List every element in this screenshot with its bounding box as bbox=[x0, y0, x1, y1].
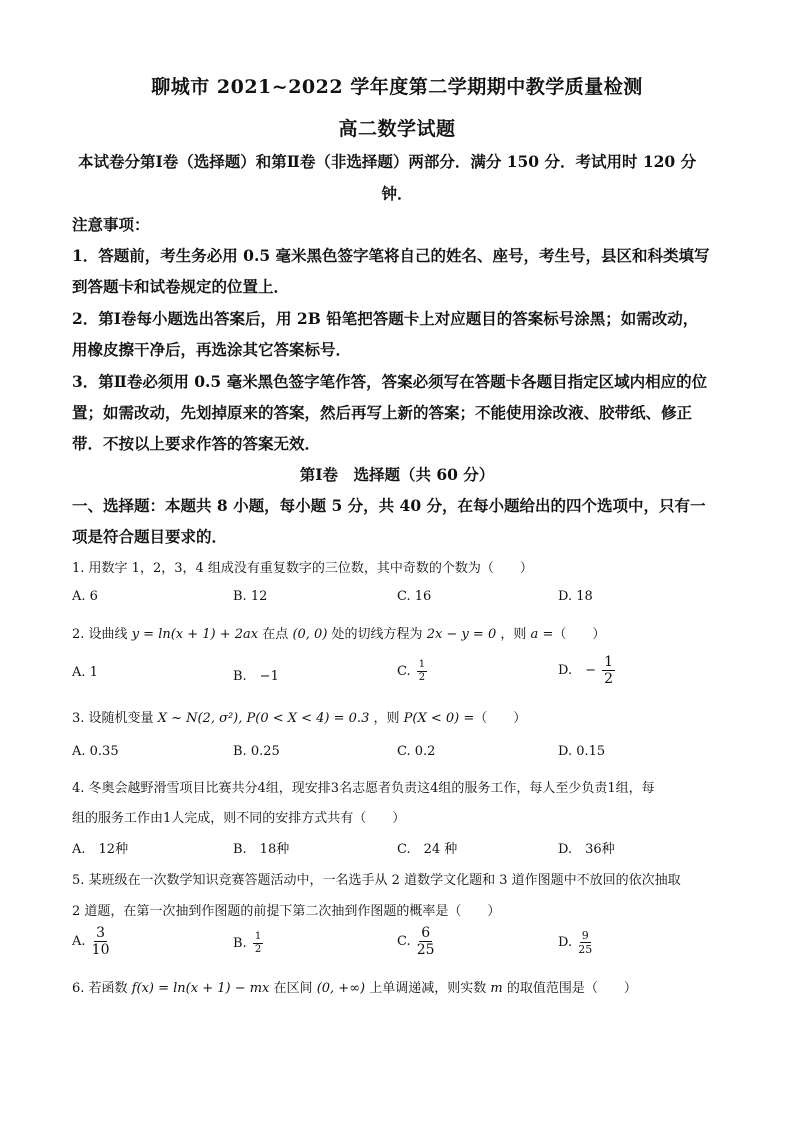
q5-option-d-fraction bbox=[578, 930, 592, 955]
q5-stem-line-1: 5. 某班级在一次数学知识竞赛答题活动中，一名选手从 2 道数学文化题和 3 道作图题中不放回的依次抽取 bbox=[72, 873, 681, 888]
q6-text-2: 上单调递减，则实数 bbox=[369, 981, 487, 996]
numerator: 1 bbox=[254, 931, 262, 942]
q5-option-d-label: D. bbox=[558, 935, 573, 950]
note-2-line-1: 2．第Ⅰ卷每小题选出答案后，用 2B 铅笔把答题卡上对应题目的答案标号涂黑；如需改动， bbox=[72, 309, 699, 328]
q4-option-d: D. 36种 bbox=[558, 842, 615, 857]
denominator: 2 bbox=[418, 672, 426, 683]
q5-option-c-label: C. bbox=[397, 934, 411, 949]
q5-option-a-label: A. bbox=[72, 934, 86, 949]
numerator: 1 bbox=[604, 654, 614, 670]
note-2-line-2: 用橡皮擦干净后，再选涂其它答案标号． bbox=[72, 340, 352, 359]
q6-prefix: 6. 若函数 bbox=[72, 981, 128, 996]
q2-option-b: B. −1 bbox=[233, 669, 279, 684]
denominator: 25 bbox=[578, 943, 593, 956]
q4-option-b: B. 18种 bbox=[233, 842, 290, 857]
note-3-line-1: 3．第Ⅱ卷必须用 0.5 毫米黑色签字笔作答，答案必须写在答题卡各题目指定区域内相应的位 bbox=[72, 372, 708, 391]
denominator: 10 bbox=[91, 942, 110, 958]
denominator: 25 bbox=[416, 942, 435, 958]
q5-option-b-fraction bbox=[253, 932, 263, 955]
notes-heading: 注意事项： bbox=[72, 215, 150, 234]
section-instruction-line-2: 项是符合题目要求的． bbox=[72, 527, 228, 546]
q3-option-a: A. 0.35 bbox=[72, 744, 119, 759]
q6-interval: (0, +∞) bbox=[316, 981, 366, 996]
note-3-line-2: 置；如需改动，先划掉原来的答案，然后再写上新的答案；不能使用涂改液、胶带纸、修正 bbox=[72, 403, 693, 422]
numerator: 1 bbox=[418, 659, 426, 670]
q2-tangent-formula: 2x − y = 0 bbox=[426, 627, 497, 642]
q6-text-1: 在区间 bbox=[273, 981, 313, 996]
q3-stem bbox=[72, 707, 722, 726]
q6-variable: m bbox=[490, 981, 503, 996]
denominator: 2 bbox=[254, 944, 262, 955]
q3-probability: P(X < 0) bbox=[403, 711, 460, 726]
numerator: 3 bbox=[96, 925, 106, 941]
q3-prefix: 3. 设随机变量 bbox=[72, 711, 154, 726]
q6-suffix: 的取值范围是（ ） bbox=[506, 981, 637, 996]
numerator: 9 bbox=[581, 929, 589, 942]
exam-title: 聊城市 2021~2022 学年度第二学期期中教学质量检测 bbox=[151, 76, 643, 98]
q5-option-c-fraction bbox=[417, 926, 435, 957]
section-title: 第Ⅰ卷 选择题（共 60 分） bbox=[299, 465, 495, 484]
q2-point: (0, 0) bbox=[292, 627, 328, 642]
intro-line-1: 本试卷分第Ⅰ卷（选择题）和第Ⅱ卷（非选择题）两部分．满分 150 分．考试用时 120 分 bbox=[78, 152, 697, 171]
q1-option-c: C. 16 bbox=[397, 589, 432, 604]
q5-option-c bbox=[397, 926, 437, 957]
q2-text-1: 在点 bbox=[262, 627, 289, 642]
q2-text-2: 处的切线方程为 bbox=[331, 627, 423, 642]
q4-option-c: C. 24 种 bbox=[397, 842, 458, 857]
section-instruction-line-1: 一、选择题：本题共 8 小题，每小题 5 分，共 40 分，在每小题给出的四个选项中，只有一 bbox=[72, 496, 706, 515]
q2-option-c-label: C. bbox=[397, 664, 411, 679]
q5-stem-line-2: 2 道题，在第一次抽到作图题的前提下第二次抽到作图题的概率是（ ） bbox=[72, 904, 501, 919]
q3-option-c: C. 0.2 bbox=[397, 744, 436, 759]
note-1-line-1: 1．答题前，考生务必用 0.5 毫米黑色签字笔将自己的姓名、座号，考生号，县区和科类填写 bbox=[72, 246, 710, 265]
q1-option-a: A. 6 bbox=[72, 589, 98, 604]
q3-text: ，则 bbox=[373, 711, 400, 726]
q6-function-formula: f(x) = ln(x + 1) − mx bbox=[131, 981, 270, 996]
q5-option-b-label: B. bbox=[233, 936, 247, 951]
q1-option-d: D. 18 bbox=[558, 589, 593, 604]
intro-line-2: 钟． bbox=[381, 184, 413, 203]
q3-distribution-formula: X ~ N(2, σ²), P(0 < X < 4) = 0.3 bbox=[157, 711, 370, 726]
q1-stem: 1. 用数字 1，2，3，4 组成没有重复数字的三位数，其中奇数的个数为（ ） bbox=[72, 561, 533, 576]
denominator: 2 bbox=[604, 671, 614, 687]
exam-subtitle: 高二数学试题 bbox=[338, 118, 456, 140]
q2-option-c-fraction bbox=[417, 660, 427, 683]
q2-option-d-label: D. − bbox=[558, 663, 596, 678]
q1-option-b: B. 12 bbox=[233, 589, 268, 604]
q5-option-b bbox=[233, 932, 265, 955]
note-1-line-2: 到答题卡和试卷规定的位置上． bbox=[72, 277, 290, 296]
q3-suffix: =（ ） bbox=[463, 711, 527, 726]
q6-stem bbox=[72, 977, 722, 996]
q4-stem-line-2: 组的服务工作由1人完成，则不同的安排方式共有（ ） bbox=[72, 811, 406, 826]
q2-option-d-fraction bbox=[602, 655, 615, 686]
q4-option-a: A. 12种 bbox=[72, 842, 129, 857]
q2-text-3: ，则 bbox=[500, 627, 527, 642]
q5-option-d bbox=[558, 930, 594, 955]
q3-option-d: D. 0.15 bbox=[558, 744, 606, 759]
q2-prefix: 2. 设曲线 bbox=[72, 627, 128, 642]
q2-suffix: =（ ） bbox=[542, 627, 606, 642]
q5-option-a bbox=[72, 926, 112, 957]
q4-stem-line-1: 4. 冬奥会越野滑雪项目比赛共分4组，现安排3名志愿者负责这4组的服务工作，每人至少负责1组，每 bbox=[72, 781, 655, 796]
q2-variable: a bbox=[530, 627, 539, 642]
note-3-line-3: 带．不按以上要求作答的答案无效． bbox=[72, 434, 321, 453]
q2-option-a: A. 1 bbox=[72, 665, 98, 680]
q2-option-c bbox=[397, 660, 429, 683]
q5-option-a-fraction bbox=[92, 926, 110, 957]
numerator: 6 bbox=[421, 925, 431, 941]
q2-stem bbox=[72, 623, 722, 642]
q2-curve-formula: y = ln(x + 1) + 2ax bbox=[131, 627, 259, 642]
q2-option-d bbox=[558, 655, 617, 686]
q3-option-b: B. 0.25 bbox=[233, 744, 280, 759]
